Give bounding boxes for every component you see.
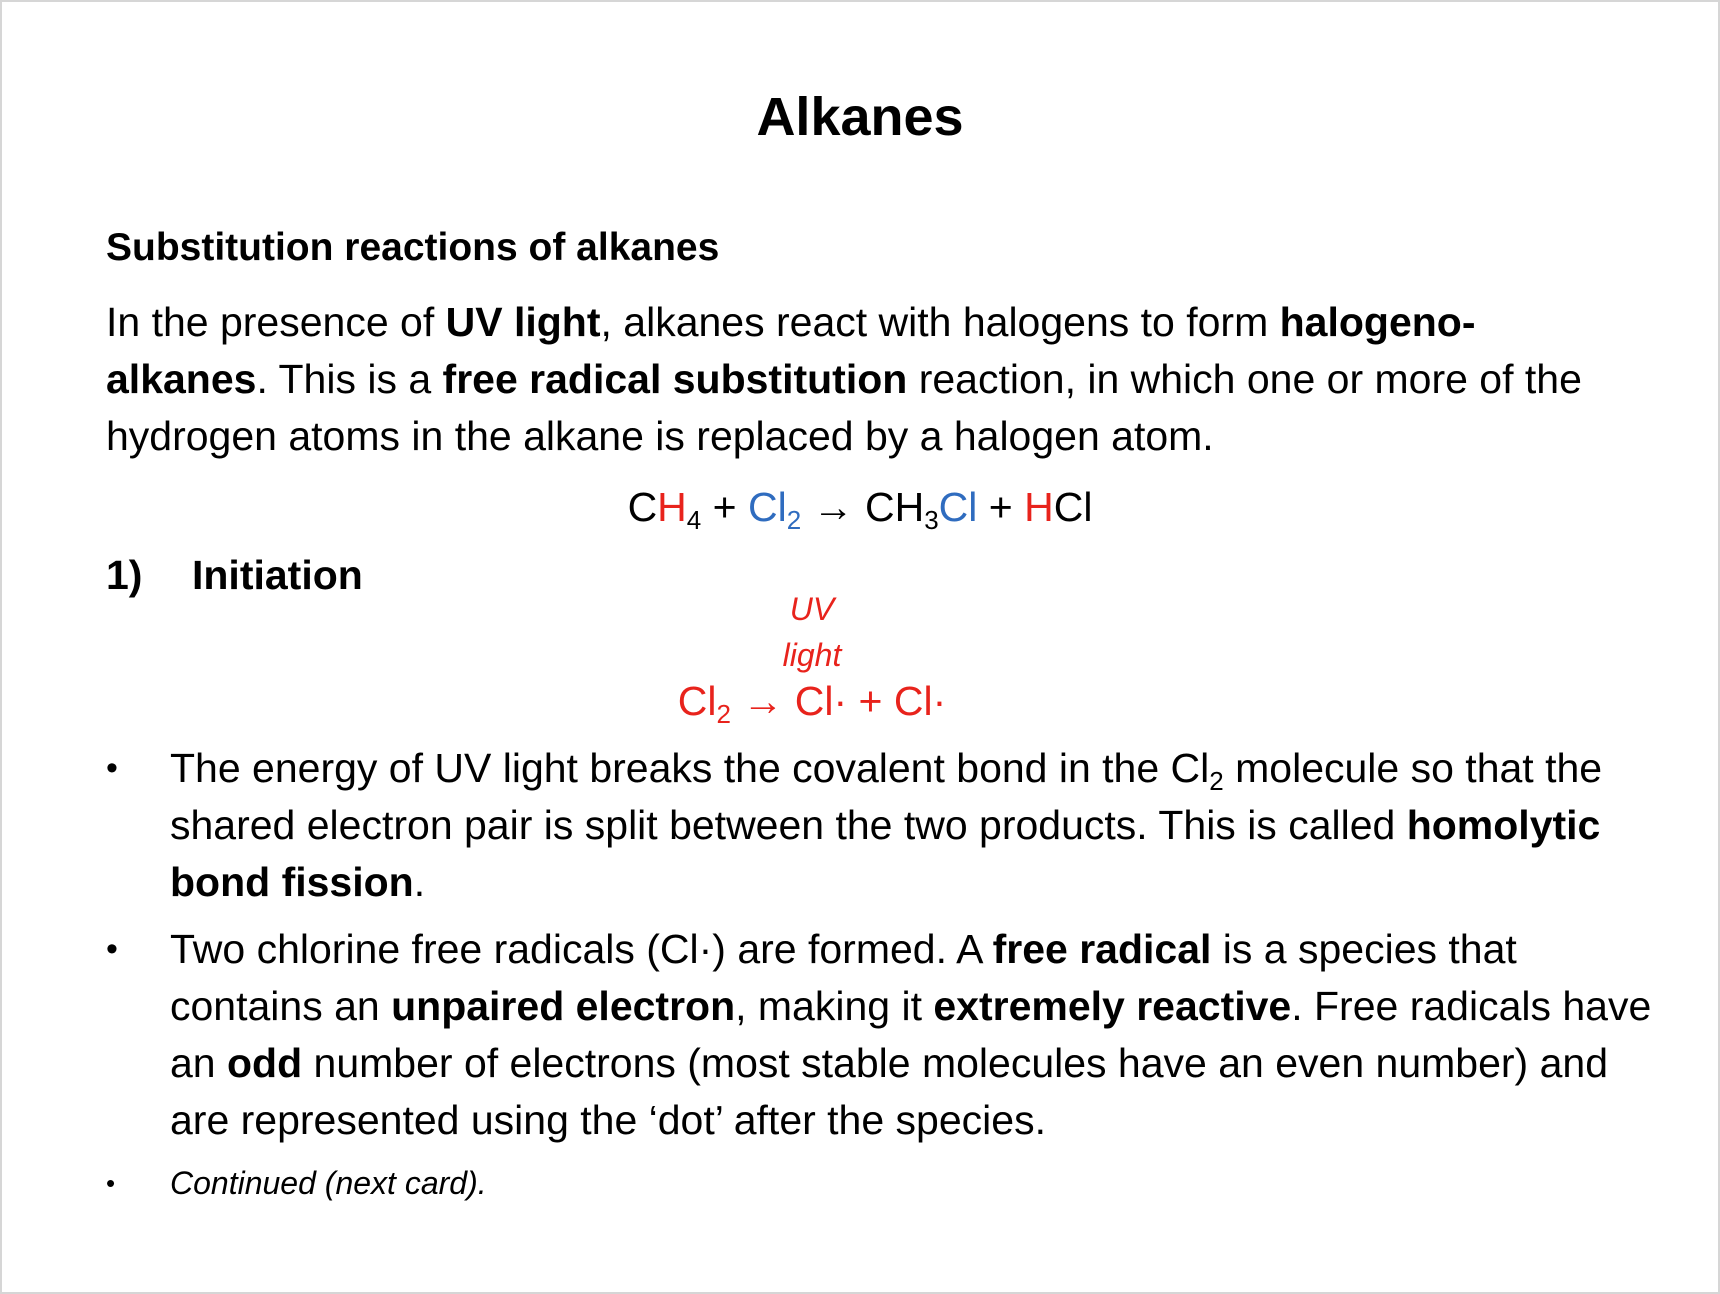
eq-operator: + (977, 484, 1025, 530)
bullet-icon: • (106, 930, 118, 968)
eq-term: → Cl· + Cl· (730, 678, 947, 724)
overall-equation (2, 484, 1718, 535)
eq-subscript: 2 (716, 699, 731, 729)
eq-term: C (627, 484, 658, 530)
eq-arrow: → (801, 484, 865, 530)
eq-operator: + (701, 484, 748, 530)
intro-bold: halogeno-alkanes (106, 299, 1476, 402)
bullet-text: molecule so that the shared electron pair is split between the two products. This is called (170, 745, 1603, 848)
eq-term: Cl (677, 678, 717, 724)
intro-text: . This is a (256, 356, 443, 402)
bullet-text: Two chlorine free radicals (Cl·) are formed. A (170, 926, 993, 972)
list-item (106, 1159, 1666, 1207)
condition-line: light (782, 637, 842, 673)
list-item (106, 921, 1666, 1149)
heading-label: Initiation (192, 552, 363, 598)
bullet-bold: free radical (992, 926, 1212, 972)
bullet-text: , making it (735, 983, 934, 1029)
bullet-bold: odd (227, 1040, 303, 1086)
intro-paragraph (106, 294, 1626, 465)
bullet-text: is a species that contains an (170, 926, 1517, 1029)
bullet-subscript: 2 (1209, 766, 1224, 796)
intro-text: In the presence of (106, 299, 446, 345)
eq-term: Cl (747, 484, 787, 530)
eq-term: H (1024, 484, 1054, 530)
list-item (106, 740, 1666, 911)
bullet-bold: extremely reactive (933, 983, 1292, 1029)
bullet-text: Continued (next card). (170, 1165, 487, 1201)
eq-term: Cl (938, 484, 978, 530)
section-subheading: Substitution reactions of alkanes (106, 226, 720, 269)
eq-term: Cl (1053, 484, 1093, 530)
bullet-text: . Free radicals have an (170, 983, 1652, 1086)
intro-bold: free radical substitution (442, 356, 908, 402)
bullet-bold: homolytic bond fission (170, 802, 1601, 905)
bullet-icon: • (106, 749, 118, 787)
bullet-icon: • (106, 1168, 116, 1198)
intro-text: reaction, in which one or more of the hydrogen atoms in the alkane is replaced by a halogen atom. (106, 356, 1582, 459)
bullet-list (106, 740, 1666, 1217)
heading-number: 1) (106, 552, 143, 598)
condition-line: UV (789, 591, 835, 627)
eq-term: H (657, 484, 687, 530)
bullet-text: . (413, 859, 426, 905)
intro-bold: UV light (445, 299, 601, 345)
eq-subscript: 3 (924, 505, 939, 535)
intro-text: , alkanes react with halogens to form (600, 299, 1280, 345)
initiation-equation (2, 678, 1622, 729)
bullet-bold: unpaired electron (391, 983, 736, 1029)
bullet-text: The energy of UV light breaks the covalent bond in the Cl (170, 745, 1210, 791)
bullet-text: number of electrons (most stable molecules have an even number) and are represented using the ‘dot’ after the species. (170, 1040, 1608, 1143)
eq-term: CH (864, 484, 925, 530)
reaction-condition (2, 586, 1622, 678)
page-title: Alkanes (756, 87, 964, 147)
eq-subscript: 4 (686, 505, 702, 535)
eq-subscript: 2 (786, 505, 802, 535)
